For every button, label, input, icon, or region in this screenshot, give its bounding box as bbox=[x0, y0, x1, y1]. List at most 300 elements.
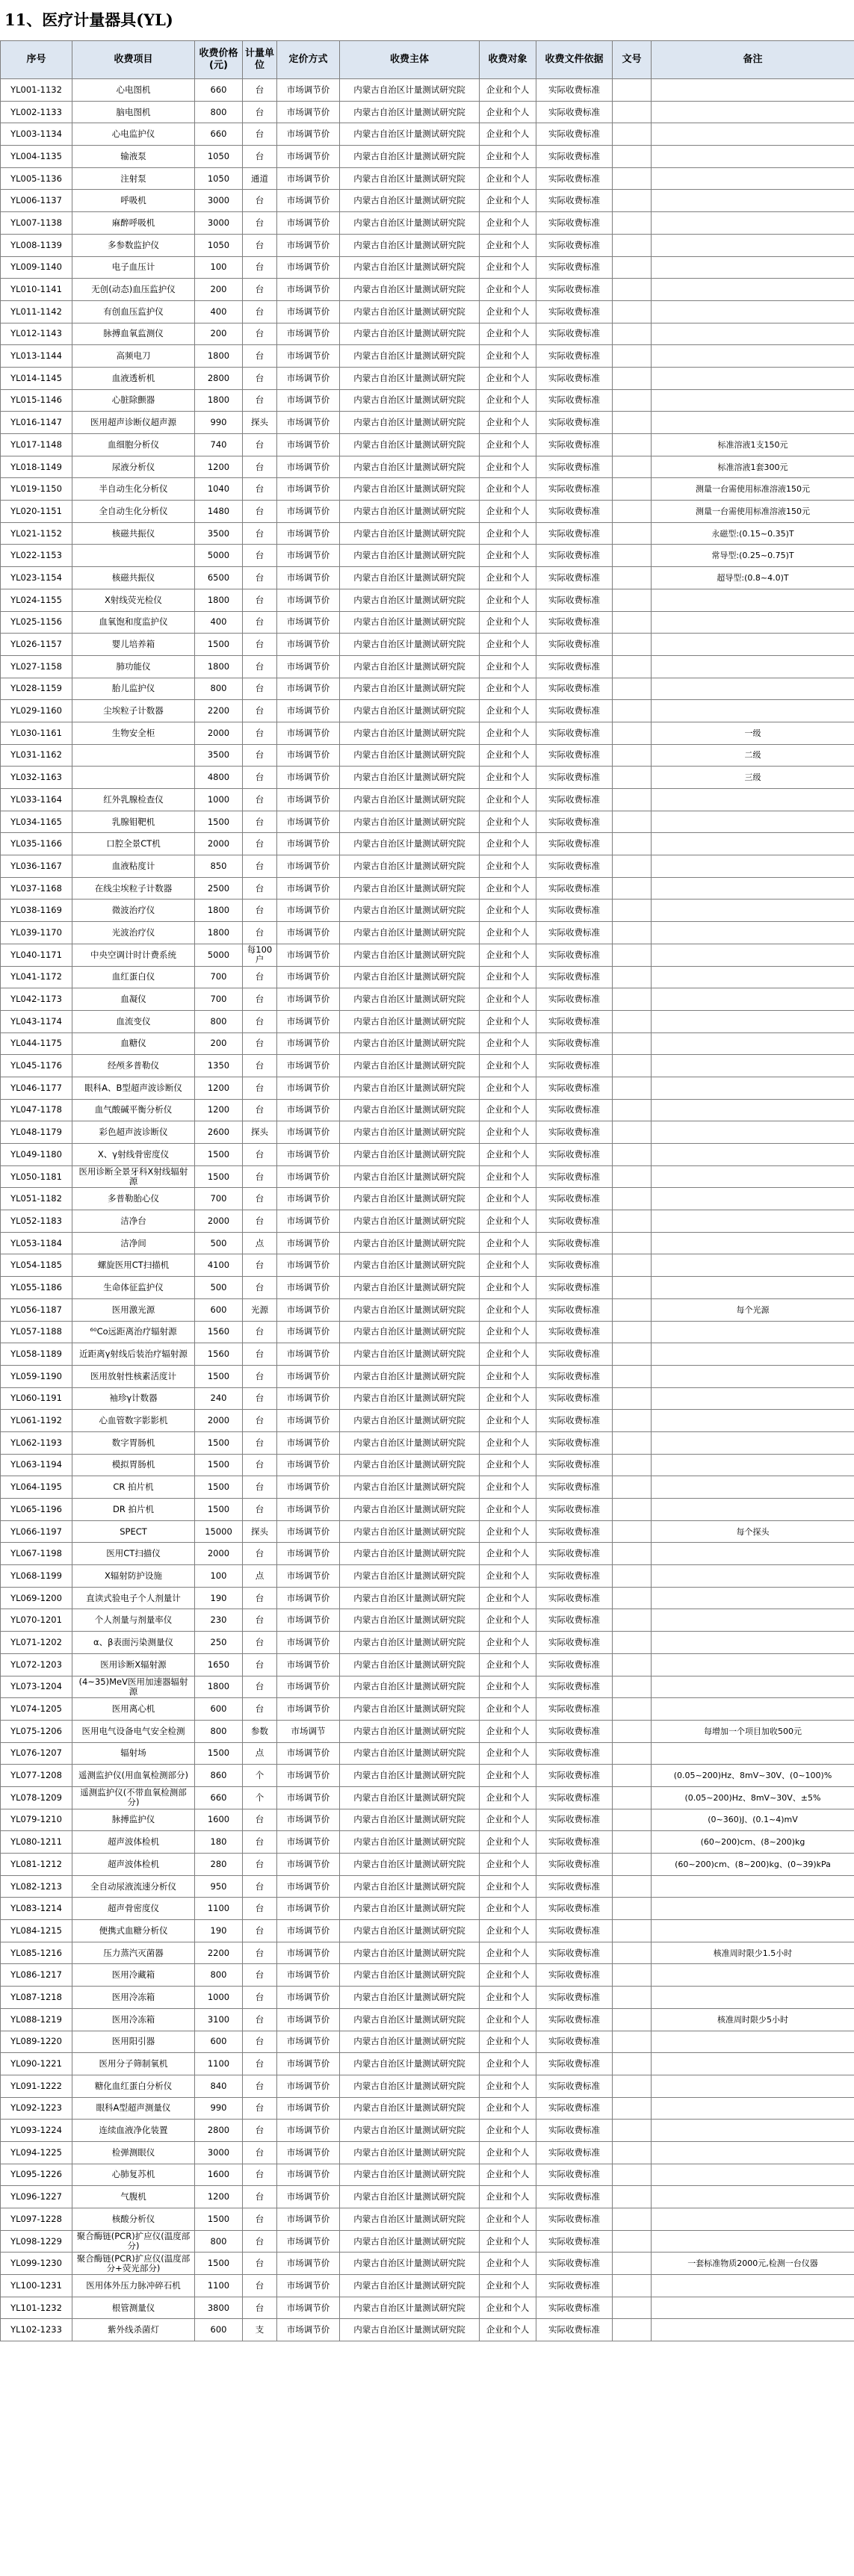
table-row bbox=[1, 1920, 854, 1942]
cell-doc-no bbox=[613, 2297, 652, 2319]
cell-price: 2200 bbox=[195, 1942, 243, 1964]
cell-charging-entity: 内蒙古自治区计量测试研究院 bbox=[340, 1543, 480, 1565]
cell-remark bbox=[652, 988, 854, 1011]
cell-remark bbox=[652, 1254, 854, 1277]
cell-remark: (0.05~200)Hz、8mV~30V、(0~100)% bbox=[652, 1765, 854, 1787]
cell-pricing-method: 市场调节价 bbox=[277, 1099, 340, 1121]
cell-seq: YL031-1162 bbox=[1, 744, 72, 767]
cell-charging-entity: 内蒙古自治区计量测试研究院 bbox=[340, 1032, 480, 1055]
cell-target: 企业和个人 bbox=[480, 522, 536, 545]
cell-charging-entity: 内蒙古自治区计量测试研究院 bbox=[340, 1099, 480, 1121]
cell-target: 企业和个人 bbox=[480, 434, 536, 456]
cell-doc-no bbox=[613, 1964, 652, 1987]
cell-remark bbox=[652, 855, 854, 878]
cell-target: 企业和个人 bbox=[480, 190, 536, 212]
cell-target: 企业和个人 bbox=[480, 922, 536, 944]
cell-unit: 台 bbox=[243, 744, 277, 767]
col-header-item: 收费项目 bbox=[72, 41, 195, 79]
cell-doc-no bbox=[613, 1210, 652, 1233]
cell-price: 3500 bbox=[195, 522, 243, 545]
cell-remark bbox=[652, 2120, 854, 2142]
table-row bbox=[1, 522, 854, 545]
table-row bbox=[1, 2120, 854, 2142]
cell-remark bbox=[652, 1055, 854, 1077]
cell-target: 企业和个人 bbox=[480, 1987, 536, 2009]
cell-seq: YL048-1179 bbox=[1, 1121, 72, 1144]
cell-remark bbox=[652, 1698, 854, 1721]
col-header-seq: 序号 bbox=[1, 41, 72, 79]
cell-charging-entity: 内蒙古自治区计量测试研究院 bbox=[340, 1121, 480, 1144]
cell-charging-entity: 内蒙古自治区计量测试研究院 bbox=[340, 190, 480, 212]
cell-pricing-method: 市场调节价 bbox=[277, 1898, 340, 1920]
cell-doc-no bbox=[613, 167, 652, 190]
cell-remark: 测量一台需使用标准溶液150元 bbox=[652, 478, 854, 501]
cell-basis: 实际收费标准 bbox=[536, 300, 613, 323]
cell-doc-no bbox=[613, 1698, 652, 1721]
cell-price: 1500 bbox=[195, 1499, 243, 1521]
cell-seq: YL013-1144 bbox=[1, 345, 72, 368]
cell-charging-entity: 内蒙古自治区计量测试研究院 bbox=[340, 922, 480, 944]
cell-price: 2800 bbox=[195, 2120, 243, 2142]
cell-unit: 台 bbox=[243, 101, 277, 123]
cell-charging-entity: 内蒙古自治区计量测试研究院 bbox=[340, 2075, 480, 2097]
table-row bbox=[1, 1742, 854, 1765]
cell-target: 企业和个人 bbox=[480, 2230, 536, 2253]
cell-basis: 实际收费标准 bbox=[536, 256, 613, 279]
table-row bbox=[1, 212, 854, 235]
cell-doc-no bbox=[613, 1232, 652, 1254]
cell-item: 心电监护仪 bbox=[72, 123, 195, 146]
cell-pricing-method: 市场调节价 bbox=[277, 2053, 340, 2075]
cell-remark bbox=[652, 2186, 854, 2208]
cell-target: 企业和个人 bbox=[480, 367, 536, 389]
cell-seq: YL067-1198 bbox=[1, 1543, 72, 1565]
cell-charging-entity: 内蒙古自治区计量测试研究院 bbox=[340, 589, 480, 611]
cell-price: 2200 bbox=[195, 700, 243, 722]
cell-pricing-method: 市场调节价 bbox=[277, 2031, 340, 2053]
cell-seq: YL008-1139 bbox=[1, 234, 72, 256]
cell-seq: YL004-1135 bbox=[1, 146, 72, 168]
cell-charging-entity: 内蒙古自治区计量测试研究院 bbox=[340, 101, 480, 123]
cell-seq: YL068-1199 bbox=[1, 1565, 72, 1588]
cell-doc-no bbox=[613, 988, 652, 1011]
cell-target: 企业和个人 bbox=[480, 2008, 536, 2031]
cell-seq: YL029-1160 bbox=[1, 700, 72, 722]
cell-seq: YL075-1206 bbox=[1, 1720, 72, 1742]
cell-seq: YL059-1190 bbox=[1, 1365, 72, 1387]
cell-item: 数字胃肠机 bbox=[72, 1431, 195, 1454]
cell-basis: 实际收费标准 bbox=[536, 1698, 613, 1721]
cell-basis: 实际收费标准 bbox=[536, 478, 613, 501]
cell-price: 400 bbox=[195, 300, 243, 323]
table-row bbox=[1, 1055, 854, 1077]
cell-remark bbox=[652, 1653, 854, 1676]
cell-target: 企业和个人 bbox=[480, 1676, 536, 1698]
cell-pricing-method: 市场调节价 bbox=[277, 1653, 340, 1676]
cell-unit: 台 bbox=[243, 1410, 277, 1432]
cell-target: 企业和个人 bbox=[480, 589, 536, 611]
cell-price: 1040 bbox=[195, 478, 243, 501]
cell-remark bbox=[652, 101, 854, 123]
cell-doc-no bbox=[613, 900, 652, 922]
cell-target: 企业和个人 bbox=[480, 1454, 536, 1476]
cell-remark: 一套标准物质2000元,检测一台仪器 bbox=[652, 2253, 854, 2275]
cell-unit: 台 bbox=[243, 811, 277, 833]
cell-item: 口腔全景CT机 bbox=[72, 833, 195, 855]
cell-target: 企业和个人 bbox=[480, 1343, 536, 1366]
cell-pricing-method: 市场调节价 bbox=[277, 1964, 340, 1987]
cell-price: 800 bbox=[195, 1964, 243, 1987]
cell-target: 企业和个人 bbox=[480, 655, 536, 678]
cell-charging-entity: 内蒙古自治区计量测试研究院 bbox=[340, 1587, 480, 1609]
cell-pricing-method: 市场调节价 bbox=[277, 611, 340, 634]
table-row bbox=[1, 877, 854, 900]
cell-remark: 一级 bbox=[652, 722, 854, 744]
cell-target: 企业和个人 bbox=[480, 700, 536, 722]
table-row bbox=[1, 1387, 854, 1410]
cell-charging-entity: 内蒙古自治区计量测试研究院 bbox=[340, 300, 480, 323]
cell-target: 企业和个人 bbox=[480, 1587, 536, 1609]
cell-charging-entity: 内蒙古自治区计量测试研究院 bbox=[340, 944, 480, 966]
cell-item: 遥测监护仪(用血氧检测部分) bbox=[72, 1765, 195, 1787]
cell-price: 1050 bbox=[195, 167, 243, 190]
cell-remark bbox=[652, 1499, 854, 1521]
cell-target: 企业和个人 bbox=[480, 1742, 536, 1765]
cell-seq: YL060-1191 bbox=[1, 1387, 72, 1410]
cell-seq: YL066-1197 bbox=[1, 1520, 72, 1543]
cell-charging-entity: 内蒙古自治区计量测试研究院 bbox=[340, 1210, 480, 1233]
cell-seq: YL037-1168 bbox=[1, 877, 72, 900]
cell-pricing-method: 市场调节价 bbox=[277, 2186, 340, 2208]
cell-charging-entity: 内蒙古自治区计量测试研究院 bbox=[340, 634, 480, 656]
cell-remark bbox=[652, 279, 854, 301]
cell-pricing-method: 市场调节价 bbox=[277, 678, 340, 700]
cell-doc-no bbox=[613, 2141, 652, 2164]
table-row bbox=[1, 2297, 854, 2319]
cell-pricing-method: 市场调节价 bbox=[277, 1365, 340, 1387]
cell-basis: 实际收费标准 bbox=[536, 101, 613, 123]
cell-item: 多普勒胎心仪 bbox=[72, 1188, 195, 1210]
cell-remark: 常导型:(0.25~0.75)T bbox=[652, 545, 854, 567]
cell-basis: 实际收费标准 bbox=[536, 345, 613, 368]
cell-item: 超声骨密度仪 bbox=[72, 1898, 195, 1920]
cell-pricing-method: 市场调节价 bbox=[277, 1298, 340, 1321]
cell-pricing-method: 市场调节价 bbox=[277, 101, 340, 123]
cell-seq: YL101-1232 bbox=[1, 2297, 72, 2319]
cell-charging-entity: 内蒙古自治区计量测试研究院 bbox=[340, 1365, 480, 1387]
cell-basis: 实际收费标准 bbox=[536, 611, 613, 634]
cell-target: 企业和个人 bbox=[480, 1543, 536, 1565]
cell-doc-no bbox=[613, 501, 652, 523]
cell-unit: 参数 bbox=[243, 1720, 277, 1742]
cell-charging-entity: 内蒙古自治区计量测试研究院 bbox=[340, 966, 480, 988]
cell-target: 企业和个人 bbox=[480, 101, 536, 123]
cell-doc-no bbox=[613, 1920, 652, 1942]
cell-remark bbox=[652, 1609, 854, 1632]
cell-price: 1100 bbox=[195, 2053, 243, 2075]
cell-doc-no bbox=[613, 323, 652, 345]
cell-doc-no bbox=[613, 300, 652, 323]
cell-basis: 实际收费标准 bbox=[536, 2253, 613, 2275]
cell-seq: YL050-1181 bbox=[1, 1165, 72, 1188]
cell-remark bbox=[652, 1410, 854, 1432]
cell-doc-no bbox=[613, 1742, 652, 1765]
cell-seq: YL032-1163 bbox=[1, 767, 72, 789]
cell-charging-entity: 内蒙古自治区计量测试研究院 bbox=[340, 1920, 480, 1942]
cell-unit: 台 bbox=[243, 634, 277, 656]
table-row bbox=[1, 1032, 854, 1055]
cell-seq: YL010-1141 bbox=[1, 279, 72, 301]
cell-pricing-method: 市场调节价 bbox=[277, 1987, 340, 2009]
cell-target: 企业和个人 bbox=[480, 79, 536, 102]
cell-remark: 永磁型:(0.15~0.35)T bbox=[652, 522, 854, 545]
cell-pricing-method: 市场调节价 bbox=[277, 833, 340, 855]
cell-target: 企业和个人 bbox=[480, 1831, 536, 1854]
cell-doc-no bbox=[613, 478, 652, 501]
cell-pricing-method: 市场调节价 bbox=[277, 1565, 340, 1588]
cell-basis: 实际收费标准 bbox=[536, 545, 613, 567]
cell-pricing-method: 市场调节价 bbox=[277, 589, 340, 611]
cell-item: 输液泵 bbox=[72, 146, 195, 168]
table-row bbox=[1, 855, 854, 878]
cell-pricing-method: 市场调节价 bbox=[277, 1144, 340, 1166]
cell-pricing-method: 市场调节价 bbox=[277, 279, 340, 301]
table-row bbox=[1, 1543, 854, 1565]
cell-pricing-method: 市场调节价 bbox=[277, 655, 340, 678]
cell-item: 心电图机 bbox=[72, 79, 195, 102]
cell-remark bbox=[652, 2297, 854, 2319]
cell-remark bbox=[652, 389, 854, 412]
cell-price: 800 bbox=[195, 1720, 243, 1742]
cell-charging-entity: 内蒙古自治区计量测试研究院 bbox=[340, 279, 480, 301]
cell-seq: YL061-1192 bbox=[1, 1410, 72, 1432]
cell-charging-entity: 内蒙古自治区计量测试研究院 bbox=[340, 123, 480, 146]
table-row bbox=[1, 389, 854, 412]
cell-doc-no bbox=[613, 567, 652, 589]
cell-unit: 台 bbox=[243, 1010, 277, 1032]
cell-basis: 实际收费标准 bbox=[536, 1786, 613, 1809]
cell-basis: 实际收费标准 bbox=[536, 1587, 613, 1609]
cell-basis: 实际收费标准 bbox=[536, 389, 613, 412]
cell-unit: 台 bbox=[243, 1854, 277, 1876]
col-header-target: 收费对象 bbox=[480, 41, 536, 79]
cell-item: 生命体征监护仪 bbox=[72, 1277, 195, 1299]
cell-unit: 台 bbox=[243, 2186, 277, 2208]
cell-seq: YL028-1159 bbox=[1, 678, 72, 700]
cell-seq: YL036-1167 bbox=[1, 855, 72, 878]
cell-seq: YL005-1136 bbox=[1, 167, 72, 190]
cell-seq: YL076-1207 bbox=[1, 1742, 72, 1765]
cell-basis: 实际收费标准 bbox=[536, 1964, 613, 1987]
cell-seq: YL018-1149 bbox=[1, 456, 72, 478]
cell-item bbox=[72, 767, 195, 789]
cell-unit: 台 bbox=[243, 1964, 277, 1987]
table-row bbox=[1, 2208, 854, 2231]
cell-pricing-method: 市场调节价 bbox=[277, 944, 340, 966]
cell-basis: 实际收费标准 bbox=[536, 1543, 613, 1565]
cell-seq: YL092-1223 bbox=[1, 2097, 72, 2120]
cell-doc-no bbox=[613, 1476, 652, 1499]
cell-seq: YL084-1215 bbox=[1, 1920, 72, 1942]
cell-charging-entity: 内蒙古自治区计量测试研究院 bbox=[340, 988, 480, 1011]
table-row bbox=[1, 146, 854, 168]
cell-remark bbox=[652, 2275, 854, 2297]
cell-item: 压力蒸汽灭菌器 bbox=[72, 1942, 195, 1964]
cell-doc-no bbox=[613, 1609, 652, 1632]
cell-pricing-method: 市场调节价 bbox=[277, 1875, 340, 1898]
cell-price: 1800 bbox=[195, 655, 243, 678]
cell-remark bbox=[652, 1343, 854, 1366]
cell-remark bbox=[652, 1144, 854, 1166]
cell-pricing-method: 市场调节价 bbox=[277, 700, 340, 722]
cell-seq: YL046-1177 bbox=[1, 1077, 72, 1099]
cell-remark bbox=[652, 1875, 854, 1898]
cell-charging-entity: 内蒙古自治区计量测试研究院 bbox=[340, 2208, 480, 2231]
cell-charging-entity: 内蒙古自治区计量测试研究院 bbox=[340, 700, 480, 722]
cell-pricing-method: 市场调节价 bbox=[277, 2319, 340, 2341]
cell-charging-entity: 内蒙古自治区计量测试研究院 bbox=[340, 811, 480, 833]
cell-remark: (0.05~200)Hz、8mV~30V、±5% bbox=[652, 1786, 854, 1809]
table-row bbox=[1, 2275, 854, 2297]
cell-unit: 台 bbox=[243, 1032, 277, 1055]
cell-doc-no bbox=[613, 700, 652, 722]
cell-seq: YL022-1153 bbox=[1, 545, 72, 567]
cell-basis: 实际收费标准 bbox=[536, 2230, 613, 2253]
table-row bbox=[1, 789, 854, 811]
cell-pricing-method: 市场调节价 bbox=[277, 2297, 340, 2319]
cell-basis: 实际收费标准 bbox=[536, 1875, 613, 1898]
cell-item: X、γ射线骨密度仪 bbox=[72, 1144, 195, 1166]
cell-basis: 实际收费标准 bbox=[536, 678, 613, 700]
cell-target: 企业和个人 bbox=[480, 300, 536, 323]
cell-seq: YL082-1213 bbox=[1, 1875, 72, 1898]
cell-price: 1200 bbox=[195, 1077, 243, 1099]
cell-pricing-method: 市场调节价 bbox=[277, 1431, 340, 1454]
cell-item: 全自动尿液流速分析仪 bbox=[72, 1875, 195, 1898]
cell-target: 企业和个人 bbox=[480, 1410, 536, 1432]
cell-price: 800 bbox=[195, 1010, 243, 1032]
table-row bbox=[1, 1121, 854, 1144]
cell-target: 企业和个人 bbox=[480, 1809, 536, 1831]
table-row bbox=[1, 1077, 854, 1099]
cell-item: 超声波体检机 bbox=[72, 1854, 195, 1876]
cell-price: 1000 bbox=[195, 1987, 243, 2009]
cell-price: 600 bbox=[195, 2319, 243, 2341]
cell-item: 高频电刀 bbox=[72, 345, 195, 368]
cell-price: 4800 bbox=[195, 767, 243, 789]
cell-seq: YL026-1157 bbox=[1, 634, 72, 656]
cell-pricing-method: 市场调节价 bbox=[277, 190, 340, 212]
cell-target: 企业和个人 bbox=[480, 478, 536, 501]
table-row bbox=[1, 811, 854, 833]
cell-price: 2000 bbox=[195, 722, 243, 744]
cell-charging-entity: 内蒙古自治区计量测试研究院 bbox=[340, 567, 480, 589]
cell-basis: 实际收费标准 bbox=[536, 811, 613, 833]
cell-price: 1600 bbox=[195, 1809, 243, 1831]
cell-doc-no bbox=[613, 123, 652, 146]
cell-price: 3000 bbox=[195, 2141, 243, 2164]
cell-pricing-method: 市场调节价 bbox=[277, 1254, 340, 1277]
cell-charging-entity: 内蒙古自治区计量测试研究院 bbox=[340, 2230, 480, 2253]
cell-doc-no bbox=[613, 2097, 652, 2120]
cell-pricing-method: 市场调节价 bbox=[277, 1121, 340, 1144]
cell-doc-no bbox=[613, 190, 652, 212]
cell-unit: 台 bbox=[243, 212, 277, 235]
cell-basis: 实际收费标准 bbox=[536, 1387, 613, 1410]
cell-charging-entity: 内蒙古自治区计量测试研究院 bbox=[340, 1144, 480, 1166]
cell-pricing-method: 市场调节价 bbox=[277, 1232, 340, 1254]
cell-unit: 台 bbox=[243, 2031, 277, 2053]
cell-unit: 台 bbox=[243, 2053, 277, 2075]
cell-price: 850 bbox=[195, 855, 243, 878]
cell-item: 多参数监护仪 bbox=[72, 234, 195, 256]
cell-seq: YL014-1145 bbox=[1, 367, 72, 389]
cell-item: 超声波体检机 bbox=[72, 1831, 195, 1854]
cell-seq: YL044-1175 bbox=[1, 1032, 72, 1055]
cell-item: 洁净间 bbox=[72, 1232, 195, 1254]
cell-target: 企业和个人 bbox=[480, 1653, 536, 1676]
cell-charging-entity: 内蒙古自治区计量测试研究院 bbox=[340, 1831, 480, 1854]
cell-pricing-method: 市场调节价 bbox=[277, 1499, 340, 1521]
cell-unit: 台 bbox=[243, 877, 277, 900]
cell-basis: 实际收费标准 bbox=[536, 1609, 613, 1632]
cell-item: 微波治疗仪 bbox=[72, 900, 195, 922]
cell-charging-entity: 内蒙古自治区计量测试研究院 bbox=[340, 1298, 480, 1321]
cell-seq: YL057-1188 bbox=[1, 1321, 72, 1343]
cell-price: 5000 bbox=[195, 944, 243, 966]
cell-remark bbox=[652, 190, 854, 212]
cell-basis: 实际收费标准 bbox=[536, 2031, 613, 2053]
cell-seq: YL096-1227 bbox=[1, 2186, 72, 2208]
cell-basis: 实际收费标准 bbox=[536, 767, 613, 789]
cell-seq: YL007-1138 bbox=[1, 212, 72, 235]
cell-item: 心脏除颤器 bbox=[72, 389, 195, 412]
cell-remark bbox=[652, 2031, 854, 2053]
cell-doc-no bbox=[613, 1010, 652, 1032]
cell-doc-no bbox=[613, 2075, 652, 2097]
cell-seq: YL073-1204 bbox=[1, 1676, 72, 1698]
cell-item: 眼科A型超声测量仪 bbox=[72, 2097, 195, 2120]
cell-seq: YL083-1214 bbox=[1, 1898, 72, 1920]
cell-seq: YL038-1169 bbox=[1, 900, 72, 922]
cell-item: 血液透析机 bbox=[72, 367, 195, 389]
cell-pricing-method: 市场调节价 bbox=[277, 1454, 340, 1476]
cell-item: 彩色超声波诊断仪 bbox=[72, 1121, 195, 1144]
cell-target: 企业和个人 bbox=[480, 900, 536, 922]
cell-doc-no bbox=[613, 1165, 652, 1188]
cell-price: 250 bbox=[195, 1632, 243, 1654]
cell-doc-no bbox=[613, 1587, 652, 1609]
table-row bbox=[1, 123, 854, 146]
cell-charging-entity: 内蒙古自治区计量测试研究院 bbox=[340, 1387, 480, 1410]
cell-remark bbox=[652, 2230, 854, 2253]
cell-charging-entity: 内蒙古自治区计量测试研究院 bbox=[340, 434, 480, 456]
cell-remark bbox=[652, 611, 854, 634]
cell-unit: 台 bbox=[243, 1099, 277, 1121]
cell-pricing-method: 市场调节价 bbox=[277, 1188, 340, 1210]
cell-doc-no bbox=[613, 1077, 652, 1099]
cell-pricing-method: 市场调节价 bbox=[277, 167, 340, 190]
cell-remark bbox=[652, 700, 854, 722]
cell-charging-entity: 内蒙古自治区计量测试研究院 bbox=[340, 1232, 480, 1254]
cell-charging-entity: 内蒙古自治区计量测试研究院 bbox=[340, 1742, 480, 1765]
cell-charging-entity: 内蒙古自治区计量测试研究院 bbox=[340, 1277, 480, 1299]
cell-pricing-method: 市场调节价 bbox=[277, 1543, 340, 1565]
cell-basis: 实际收费标准 bbox=[536, 456, 613, 478]
cell-basis: 实际收费标准 bbox=[536, 279, 613, 301]
cell-unit: 台 bbox=[243, 1543, 277, 1565]
cell-pricing-method: 市场调节价 bbox=[277, 1277, 340, 1299]
